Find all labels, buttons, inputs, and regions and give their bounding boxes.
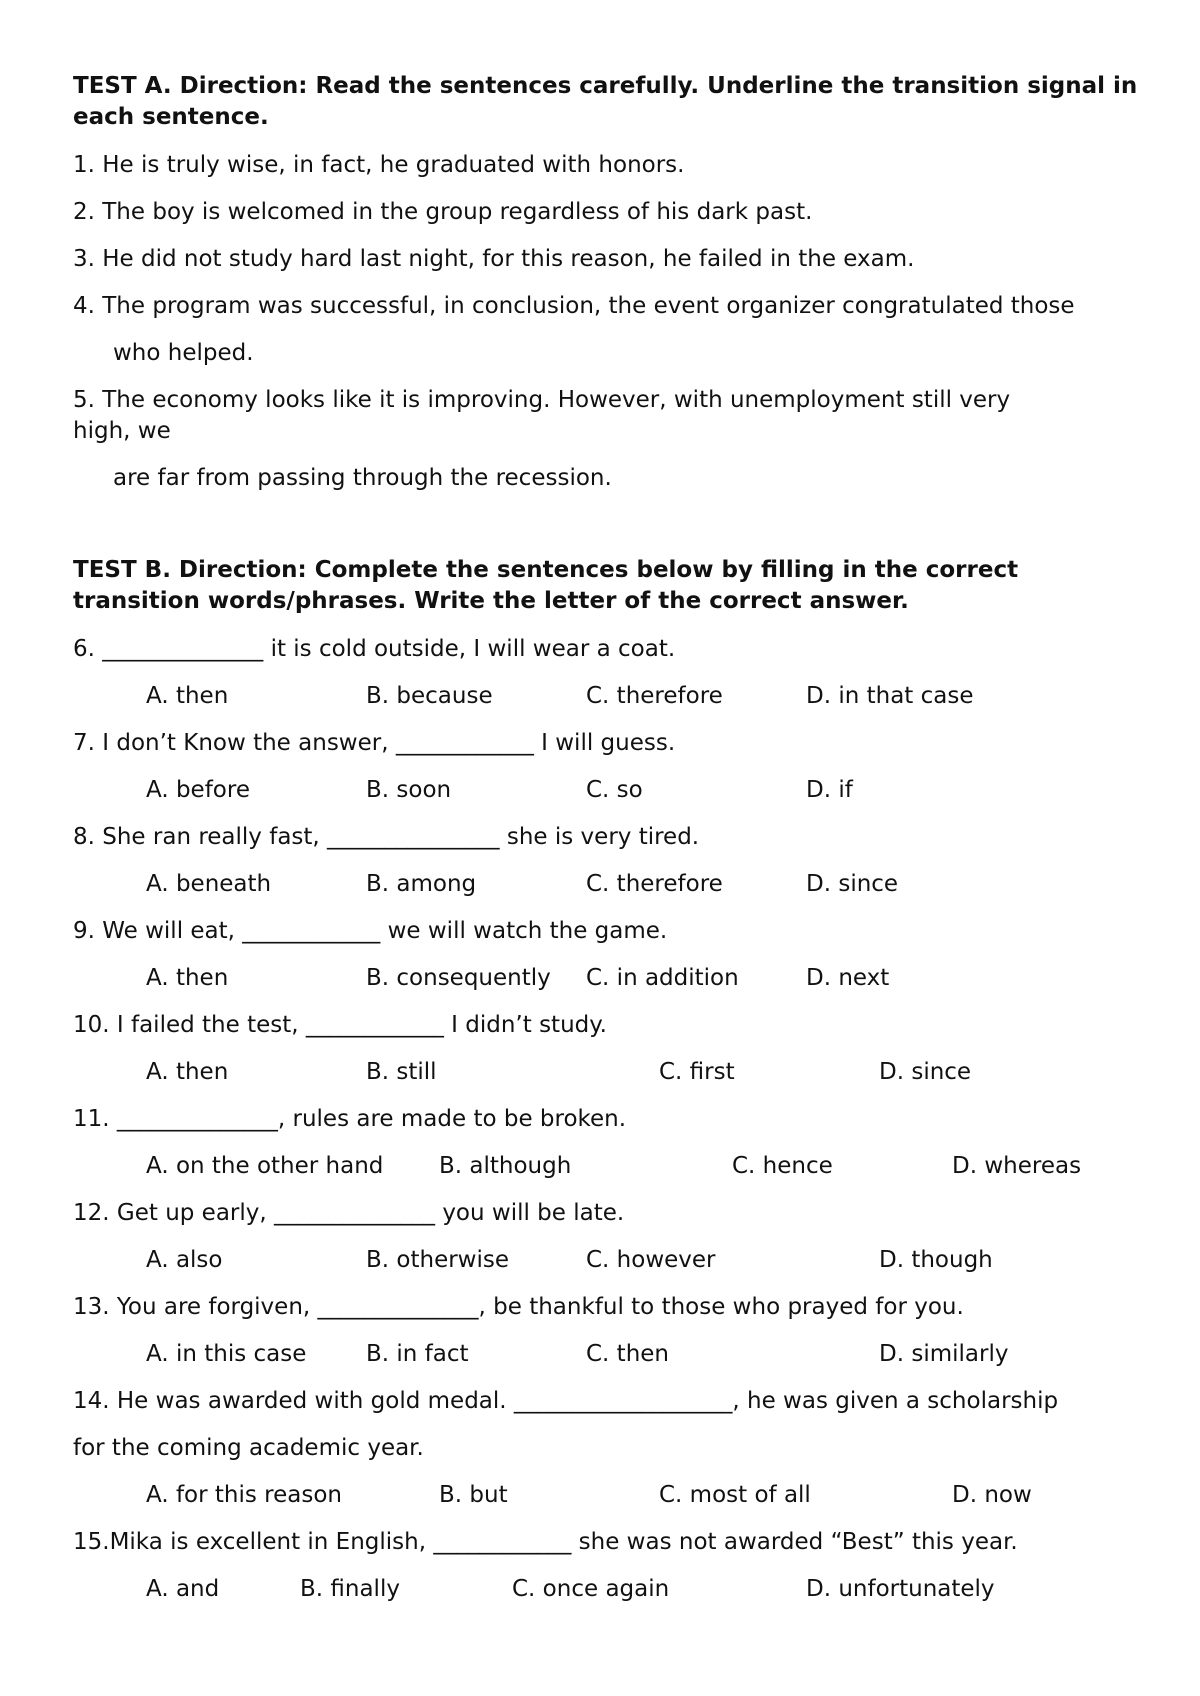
- question-14: 14. He was awarded with gold medal. ___________________, he was given a scholarship: [73, 1388, 1059, 1414]
- q11-option-d: D. whereas: [952, 1153, 1082, 1179]
- test-a-item-3: 3. He did not study hard last night, for this reason, he failed in the exam.: [73, 246, 915, 272]
- test-a-item-5: 5. The economy looks like it is improving. However, with unemployment still very: [73, 387, 1011, 413]
- q11-option-c: C. hence: [732, 1153, 833, 1179]
- test-a-item-4-cont: who helped.: [113, 340, 254, 366]
- q15-option-a: A. and: [146, 1576, 220, 1602]
- q14-option-c: C. most of all: [659, 1482, 811, 1508]
- q14-option-a: A. for this reason: [146, 1482, 342, 1508]
- test-a-item-4: 4. The program was successful, in conclusion, the event organizer congratulated those: [73, 293, 1075, 319]
- q12-option-a: A. also: [146, 1247, 223, 1273]
- q7-option-c: C. so: [586, 777, 643, 803]
- test-a-item-2: 2. The boy is welcomed in the group regardless of his dark past.: [73, 199, 813, 225]
- q9-option-a: A. then: [146, 965, 229, 991]
- q9-option-c: C. in addition: [586, 965, 739, 991]
- q6-option-c: C. therefore: [586, 683, 723, 709]
- question-7: 7. I don’t Know the answer, ____________ I will guess.: [73, 730, 676, 756]
- q11-option-b: B. although: [439, 1153, 572, 1179]
- question-15: 15.Mika is excellent in English, ____________ she was not awarded “Best” this year.: [73, 1529, 1018, 1555]
- question-13: 13. You are forgiven, ______________, be thankful to those who prayed for you.: [73, 1294, 964, 1320]
- q10-option-c: C. first: [659, 1059, 735, 1085]
- question-10: 10. I failed the test, ____________ I didn’t study.: [73, 1012, 607, 1038]
- q6-option-b: B. because: [366, 683, 493, 709]
- q10-option-a: A. then: [146, 1059, 229, 1085]
- q13-option-b: B. in fact: [366, 1341, 469, 1367]
- q6-option-a: A. then: [146, 683, 229, 709]
- test-b-heading: TEST B. Direction: Complete the sentences below by filling in the correct transition words/phrases. Write the letter of the correct answer.: [73, 557, 1019, 614]
- q13-option-a: A. in this case: [146, 1341, 307, 1367]
- q7-option-b: B. soon: [366, 777, 452, 803]
- q15-option-c: C. once again: [512, 1576, 670, 1602]
- question-8: 8. She ran really fast, _______________ she is very tired.: [73, 824, 700, 850]
- q15-option-b: B. finally: [300, 1576, 400, 1602]
- test-a-item-5-cont-b: are far from passing through the recession.: [113, 465, 612, 491]
- question-6: 6. ______________ it is cold outside, I will wear a coat.: [73, 636, 676, 662]
- q10-option-d: D. since: [879, 1059, 972, 1085]
- q8-option-b: B. among: [366, 871, 477, 897]
- question-14-cont: for the coming academic year.: [73, 1435, 424, 1461]
- q8-option-c: C. therefore: [586, 871, 723, 897]
- q15-option-d: D. unfortunately: [806, 1576, 995, 1602]
- question-12: 12. Get up early, ______________ you will be late.: [73, 1200, 625, 1226]
- q12-option-d: D. though: [879, 1247, 993, 1273]
- q7-option-a: A. before: [146, 777, 250, 803]
- q10-option-b: B. still: [366, 1059, 437, 1085]
- q13-option-d: D. similarly: [879, 1341, 1009, 1367]
- q12-option-b: B. otherwise: [366, 1247, 510, 1273]
- test-a-item-1: 1. He is truly wise, in fact, he graduated with honors.: [73, 152, 685, 178]
- q9-option-d: D. next: [806, 965, 890, 991]
- q14-option-b: B. but: [439, 1482, 508, 1508]
- question-11: 11. ______________, rules are made to be broken.: [73, 1106, 627, 1132]
- q11-option-a: A. on the other hand: [146, 1153, 384, 1179]
- q14-option-d: D. now: [952, 1482, 1032, 1508]
- question-9: 9. We will eat, ____________ we will watch the game.: [73, 918, 668, 944]
- test-a-heading: TEST A. Direction: Read the sentences carefully. Underline the transition signal in each sentence.: [73, 73, 1138, 130]
- q6-option-d: D. in that case: [806, 683, 974, 709]
- q9-option-b: B. consequently: [366, 965, 551, 991]
- q8-option-a: A. beneath: [146, 871, 272, 897]
- test-a-item-5-cont-a: high, we: [73, 418, 171, 444]
- q8-option-d: D. since: [806, 871, 899, 897]
- q12-option-c: C. however: [586, 1247, 716, 1273]
- q13-option-c: C. then: [586, 1341, 670, 1367]
- q7-option-d: D. if: [806, 777, 853, 803]
